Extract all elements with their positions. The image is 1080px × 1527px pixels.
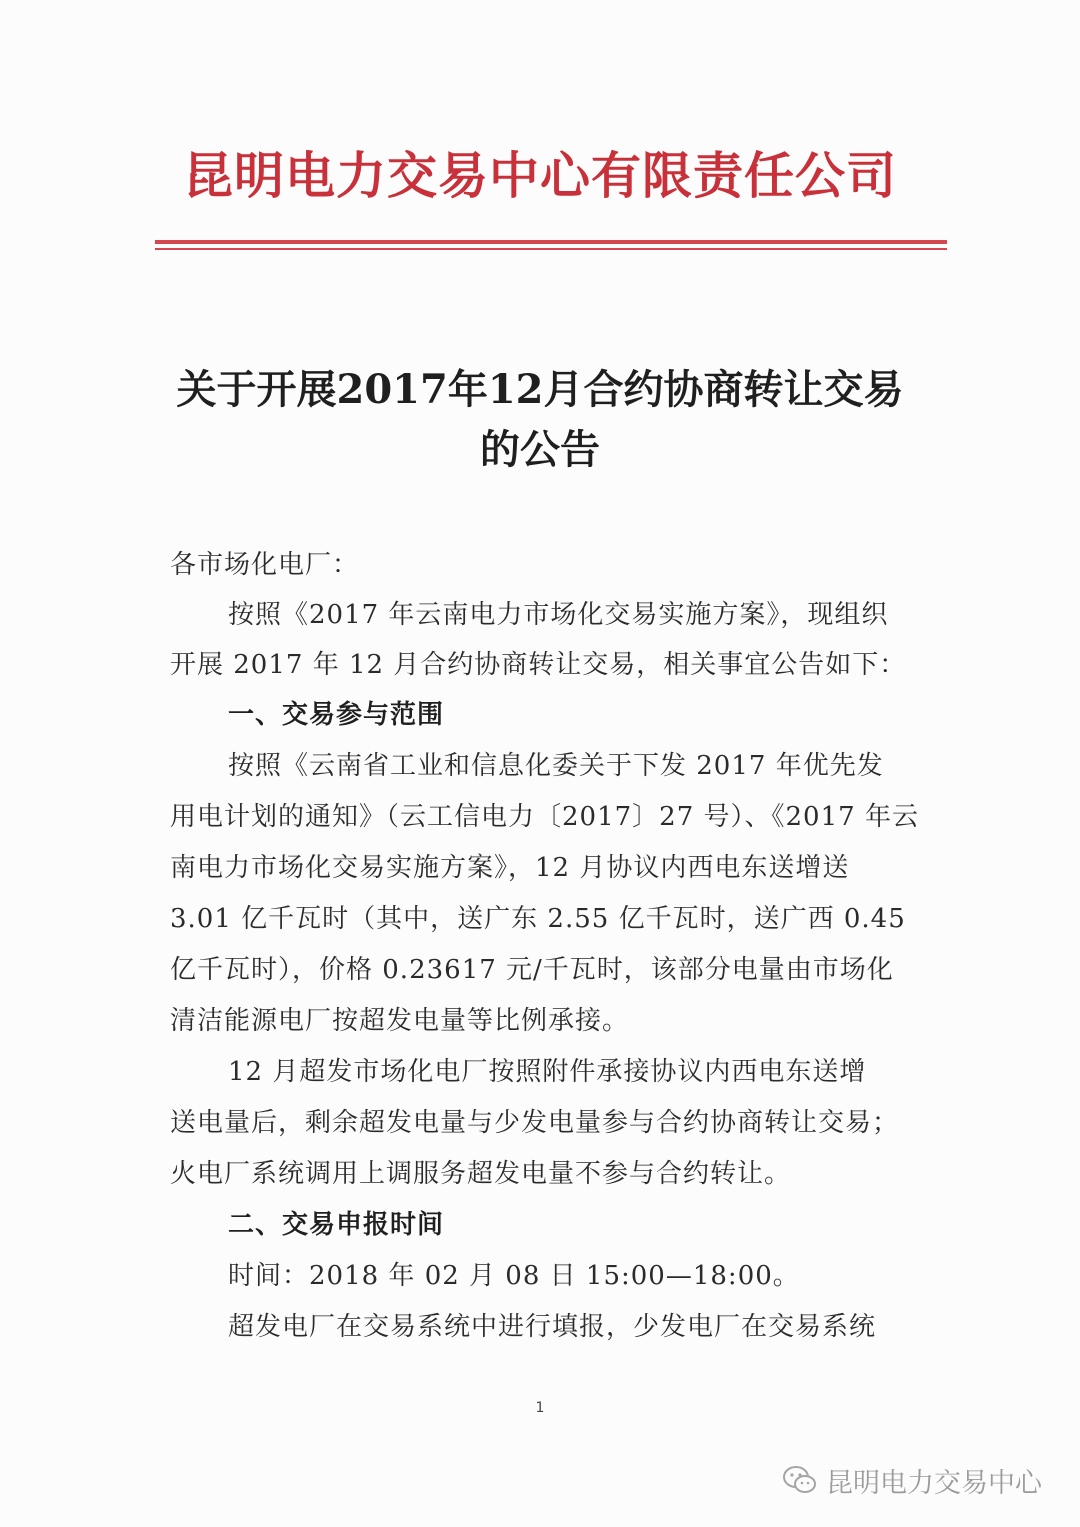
paragraph-3-line-1: 12 月超发市场化电厂按照附件承接协议内西电东送增: [228, 1057, 867, 1087]
paragraph-2-line-4: 3.01 亿千瓦时（其中，送广东 2.55 亿千瓦时，送广西 0.45: [170, 904, 906, 934]
wechat-icon: [782, 1464, 818, 1496]
letterhead-rule-thin: [155, 248, 947, 250]
paragraph-2-line-2: 用电计划的通知》（云工信电力〔2017〕27 号）、《2017 年云: [170, 802, 919, 832]
paragraph-2-line-1: 按照《云南省工业和信息化委关于下发 2017 年优先发: [228, 751, 884, 781]
paragraph-1-line-2: 开展 2017 年 12 月合约协商转让交易，相关事宜公告如下：: [170, 650, 907, 680]
paragraph-4-line-1: 超发电厂在交易系统中进行填报，少发电厂在交易系统: [228, 1312, 877, 1342]
salutation: 各市场化电厂：: [170, 550, 360, 580]
paragraph-3-line-3: 火电厂系统调用上调服务超发电量不参与合约转让。: [170, 1159, 792, 1189]
paragraph-3-line-2: 送电量后，剩余超发电量与少发电量参与合约协商转让交易；: [170, 1108, 900, 1138]
paragraph-2-line-3: 南电力市场化交易实施方案》，12 月协议内西电东送增送: [170, 853, 850, 883]
company-letterhead: 昆明电力交易中心有限责任公司: [183, 147, 897, 205]
page-number: 1: [535, 1400, 545, 1416]
wechat-watermark: [782, 1458, 1042, 1502]
watermark-text: 昆明电力交易中心: [826, 1467, 1042, 1499]
section-2-heading: 二、交易申报时间: [228, 1210, 445, 1240]
letterhead-rule-thick: [155, 240, 947, 244]
paragraph-2-line-6: 清洁能源电厂按超发电量等比例承接。: [170, 1006, 630, 1036]
document-title-line-1: 关于开展2017年12月合约协商转让交易: [176, 366, 904, 413]
time-line: 时间：2018 年 02 月 08 日 15:00—18:00。: [228, 1261, 800, 1291]
section-1-heading: 一、交易参与范围: [228, 700, 445, 730]
paragraph-1-line-1: 按照《2017 年云南电力市场化交易实施方案》，现组织: [228, 600, 889, 630]
paragraph-2-line-5: 亿千瓦时），价格 0.23617 元/千瓦时，该部分电量由市场化: [170, 955, 894, 985]
document-title-line-2: 的公告: [480, 426, 600, 473]
